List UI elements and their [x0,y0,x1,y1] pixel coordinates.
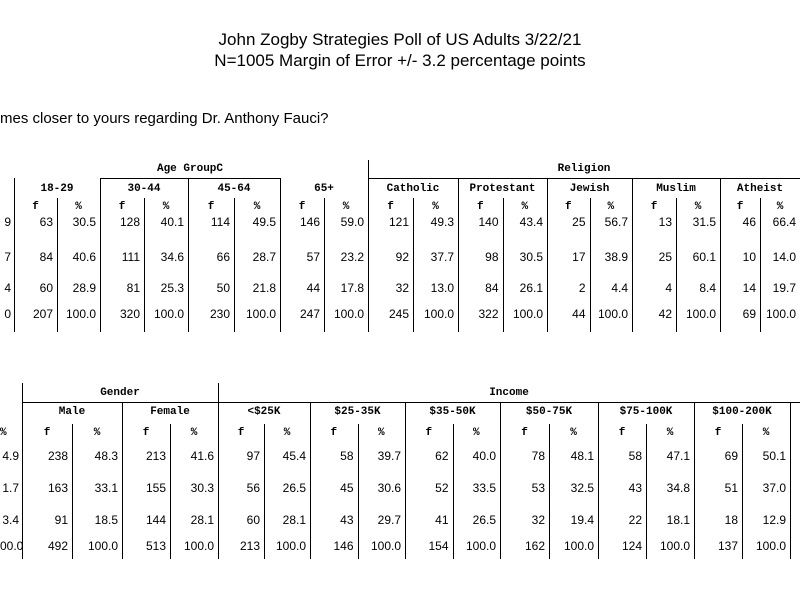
table-cell: 13.0 [430,281,454,295]
column-header: 45-64 [217,183,251,195]
table-cell: 46 [742,215,756,229]
column-header: $50-75K [525,406,573,418]
freq-label: f [32,201,39,213]
subcolumn-divider [760,198,761,332]
table-cell: 100.0 [597,307,628,321]
table-cell: 19.7 [772,281,796,295]
table-cell: 57 [306,250,320,264]
column-header: Atheist [736,183,784,195]
table-cell: 4 [665,281,672,295]
table-cell: 30.3 [190,481,214,495]
table-cell: 100.0 [465,539,496,553]
question-text: mes closer to yours regarding Dr. Anthony Fauci? [0,110,329,127]
column-divider [598,402,599,559]
pct-label: % [666,427,674,439]
column-divider [790,402,791,559]
freq-label: f [237,427,245,439]
table-cell: 1.7 [2,481,19,495]
subcolumn-divider [57,198,58,332]
table-cell: 146 [299,215,320,229]
column-header: Muslim [656,183,696,195]
table-cell: 33.5 [472,481,496,495]
table-cell: 92 [395,250,409,264]
column-header: $100-200K [712,406,772,418]
column-header: 65+ [314,183,334,195]
table-cell: 84 [485,281,499,295]
column-divider [500,402,501,559]
pct-label: % [342,201,350,213]
table-cell: 100.0 [765,307,796,321]
table-cell: 48.3 [94,449,118,463]
table-cell: 60 [39,281,53,295]
table-cell: 51 [724,481,738,495]
table-cell: 43 [628,481,642,495]
column-divider [100,178,101,332]
column-header: $25-35K [334,406,381,418]
table-cell: 69 [724,449,738,463]
freq-label: f [43,427,51,439]
pct-label: % [776,201,784,213]
table-cell: 26.5 [282,481,306,495]
column-divider [547,178,548,332]
poll-title: John Zogby Strategies Poll of US Adults 3/22/21 [218,30,582,49]
subcolumn-divider [170,424,171,559]
table-cell: 45 [340,481,354,495]
table-cell: 18 [724,513,738,527]
pct-label: % [0,427,7,439]
table-cell: 34.6 [160,250,184,264]
table-cell: 49.3 [430,215,454,229]
column-header: Male [58,406,86,418]
table-cell: 213 [145,449,166,463]
table-cell: 47.1 [666,449,690,463]
table-cell: 69 [742,307,756,321]
table-cell: 40.6 [72,250,96,264]
table-cell: 14.0 [772,250,796,264]
table-cell: 66 [216,250,230,264]
column-header: 18-29 [40,183,74,195]
table-cell: 124 [621,539,642,553]
pct-label: % [190,427,198,439]
table-cell: 100.0 [685,307,716,321]
table-cell: 30.5 [72,215,96,229]
pct-label: % [162,201,170,213]
table-cell: 245 [388,307,409,321]
subcolumn-divider [264,424,265,559]
freq-label: f [298,201,306,213]
table-cell: 4 [4,281,11,295]
subcolumn-divider [503,198,504,332]
subcolumn-divider [144,198,145,332]
table-cell: 52 [435,481,449,495]
table-cell: 33.1 [94,481,118,495]
table-cell: 230 [209,307,230,321]
subcolumn-divider [646,424,647,559]
freq-label: f [714,427,722,439]
table-cell: 146 [333,539,354,553]
table-cell: 155 [145,481,166,495]
subcolumn-divider [590,198,591,332]
column-divider [632,178,633,332]
table-cell: 4.9 [2,449,19,463]
table-cell: 41 [435,513,449,527]
table-cell: 121 [388,215,409,229]
table-cell: 100.0 [245,307,276,321]
header-rule [22,402,218,403]
table-cell: 34.8 [666,481,690,495]
freq-label: f [142,427,150,439]
table-cell: 32 [395,281,409,295]
table-cell: 492 [47,539,68,553]
freq-label: f [330,427,338,439]
freq-label: f [118,201,126,213]
table-cell: 247 [299,307,320,321]
table-cell: 111 [121,250,140,264]
table-cell: 56.7 [604,215,628,229]
freq-label: f [736,201,744,213]
column-divider [188,178,189,332]
table-cell: 56 [246,481,260,495]
pct-label: % [521,201,529,213]
table-cell: 9 [4,215,11,229]
table-cell: 45.4 [282,449,306,463]
table-cell: 3.4 [2,513,19,527]
header-rule [368,178,800,179]
group-header-religion: Religion [557,163,611,175]
table-cell: 137 [717,539,738,553]
freq-label: f [521,427,528,439]
table-cell: 100.0 [183,539,214,553]
pct-label: % [93,427,101,439]
table-cell: 32.5 [570,481,594,495]
subcolumn-divider [453,424,454,559]
table-cell: 44 [306,281,320,295]
pct-label: % [283,427,291,439]
table-cell: 50 [216,281,230,295]
subcolumn-divider [72,424,73,559]
table-cell: 207 [32,307,53,321]
freq-label: f [476,201,484,213]
header-rule [100,178,280,179]
group-header-income: Income [489,387,529,399]
subcolumn-divider [549,424,550,559]
table-cell: 213 [239,539,260,553]
table-cell: 91 [54,513,68,527]
pct-label: % [75,201,82,213]
table-cell: 100.0 [275,539,306,553]
column-header: $35-50K [429,406,476,418]
table-cell: 25 [658,250,672,264]
subcolumn-divider [742,424,743,559]
column-divider [720,178,721,332]
table-cell: 44 [572,307,586,321]
table-cell: 28.1 [190,513,214,527]
table-cell: 21.8 [252,281,276,295]
table-cell: 40.1 [160,215,184,229]
table-cell: 60 [246,513,260,527]
table-cell: 114 [210,215,230,229]
table-cell: 49.5 [252,215,276,229]
table-cell: 8.4 [699,281,716,295]
table-cell: 25 [572,215,586,229]
table-cell: 12.9 [762,513,786,527]
table-cell: 19.4 [570,513,594,527]
table-cell: 63 [39,215,53,229]
table-cell: 59.0 [340,215,364,229]
table-cell: 18.5 [94,513,118,527]
table-cell: 25.3 [160,281,184,295]
freq-label: f [650,201,658,213]
table-cell: 22 [628,513,642,527]
table-cell: 30.5 [519,250,543,264]
table-cell: 53 [531,481,545,495]
table-cell: 17 [572,250,586,264]
table-cell: 0 [4,307,11,321]
table-cell: 58 [340,449,354,463]
pct-label: % [570,427,577,439]
table-cell: 50.1 [762,449,786,463]
table-cell: 128 [119,215,140,229]
table-cell: 38.9 [604,250,628,264]
group-header-age: Age GroupC [156,163,223,175]
table-cell: 26.5 [472,513,496,527]
table-cell: 162 [524,539,545,553]
table-cell: 43.4 [519,215,543,229]
table-cell: 100.0 [153,307,184,321]
table-cell: 97 [246,449,260,463]
freq-label: f [387,201,394,213]
table-cell: 58 [628,449,642,463]
table-cell: 163 [47,481,68,495]
freq-label: f [564,201,572,213]
table-cell: 39.7 [377,449,401,463]
header-rule [218,402,800,403]
column-divider [280,178,281,332]
column-header: Jewish [569,183,610,195]
table-cell: 18.1 [666,513,690,527]
table-cell: 4.4 [611,281,628,295]
pct-label: % [607,201,615,213]
column-divider [14,178,15,332]
table-cell: 17.8 [340,281,364,295]
table-cell: 144 [145,513,166,527]
table-cell: 26.1 [519,281,543,295]
table-cell: 10 [742,250,756,264]
table-cell: 238 [47,449,68,463]
column-divider [694,402,695,559]
pct-label: % [472,427,480,439]
group-header-gender: Gender [100,387,140,399]
pct-label: % [694,201,702,213]
table-cell: 28.7 [252,250,276,264]
table-cell: 29.7 [377,513,401,527]
table-cell: 62 [435,449,449,463]
table-cell: 40.0 [472,449,496,463]
column-header: <$25K [247,406,281,418]
column-divider [310,402,311,559]
column-header: $75-100K [619,406,673,418]
freq-label: f [618,427,626,439]
pct-label: % [762,427,770,439]
table-cell: 14 [742,281,756,295]
table-cell: 30.6 [377,481,401,495]
table-cell: 513 [145,539,166,553]
table-cell: 154 [428,539,449,553]
table-cell: 7 [4,250,11,264]
table-cell: 32 [531,513,545,527]
table-cell: 37.0 [762,481,786,495]
freq-label: f [425,427,433,439]
table-cell: 48.1 [570,449,594,463]
table-cell: 37.7 [430,250,454,264]
table-cell: 41.6 [190,449,214,463]
freq-label: f [207,201,215,213]
table-cell: 31.5 [692,215,716,229]
table-cell: 322 [478,307,499,321]
column-divider [405,402,406,559]
table-cell: 140 [478,215,499,229]
table-cell: 100.0 [333,307,364,321]
table-cell: 28.1 [282,513,306,527]
pct-label: % [253,201,261,213]
subcolumn-divider [234,198,235,332]
table-cell: 100.0 [512,307,543,321]
column-header: Protestant [469,183,536,195]
column-divider [122,402,123,559]
pct-label: % [432,201,439,213]
subcolumn-divider [413,198,414,332]
table-cell: 100.0 [87,539,118,553]
table-cell: 100.0 [65,307,96,321]
subcolumn-divider [324,198,325,332]
table-cell: 43 [340,513,354,527]
table-cell: 13 [658,215,672,229]
table-cell: 100.0 [423,307,454,321]
table-cell: 100.0 [755,539,786,553]
table-cell: 28.9 [72,281,96,295]
table-cell: 320 [119,307,140,321]
poll-subtitle: N=1005 Margin of Error +/- 3.2 percentage points [214,51,586,70]
subcolumn-divider [358,424,359,559]
table-cell: 23.2 [340,250,364,264]
table-cell: 84 [39,250,53,264]
table-cell: 78 [531,449,545,463]
table-cell: 100.0 [563,539,594,553]
table-cell: 2 [578,281,586,295]
table-cell: 98 [485,250,499,264]
subcolumn-divider [676,198,677,332]
table-cell: 66.4 [772,215,796,229]
table-cell: 100.0 [659,539,690,553]
column-header: Female [150,406,190,418]
column-header: 30-44 [127,183,161,195]
table-cell: 42 [658,307,672,321]
table-cell: 100.0 [370,539,401,553]
pct-label: % [377,427,385,439]
table-cell: 81 [126,281,140,295]
table-cell: 60.1 [692,250,716,264]
table-cell: 00.0 [0,539,24,553]
column-divider [458,178,459,332]
column-header: Catholic [386,183,440,195]
